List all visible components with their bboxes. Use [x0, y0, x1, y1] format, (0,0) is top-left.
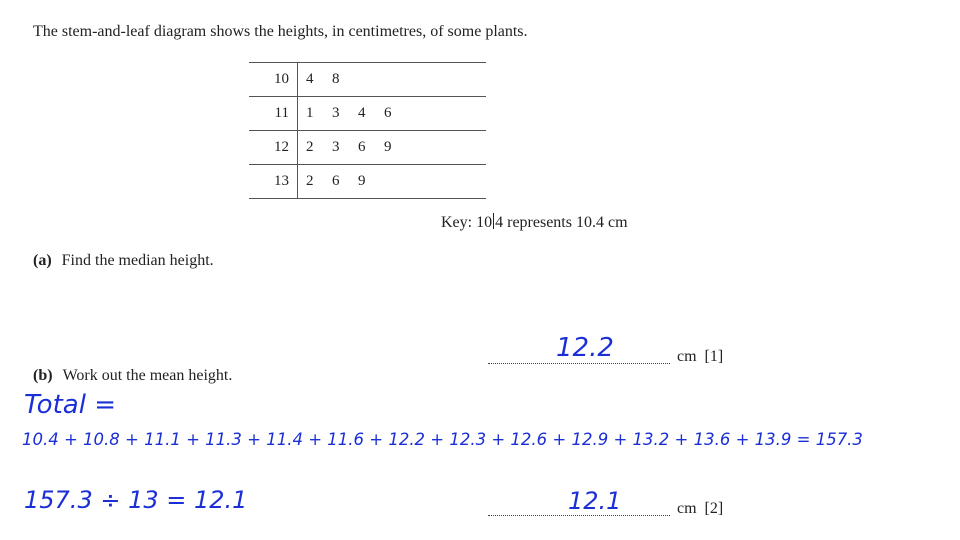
part-a-unit-marks [677, 348, 723, 366]
part-b-answer: 12.1 [568, 487, 622, 515]
leaf-value: 9 [358, 173, 366, 189]
stem-leaf-row [249, 63, 486, 97]
leaf-value: 6 [332, 173, 340, 189]
leaf-value: 6 [384, 105, 392, 121]
leaf-value: 4 [358, 105, 366, 121]
key-suffix: 4 represents 10.4 cm [495, 214, 628, 231]
part-a-marks: [1] [704, 348, 724, 365]
part-b-answer-line [488, 515, 670, 516]
part-a-label: (a) [33, 252, 52, 269]
stem-leaf-row [249, 165, 486, 199]
leaf-value: 1 [306, 105, 314, 121]
stem-leaf-row [249, 97, 486, 131]
part-a-answer-line [488, 363, 670, 364]
key-prefix: Key: 10 [441, 214, 493, 231]
part-a-text: Find the median height. [61, 252, 214, 269]
stem-leaf-row [249, 131, 486, 165]
leaves-cell [298, 63, 487, 97]
stem-cell: 12 [249, 131, 298, 165]
stem-cell: 11 [249, 97, 298, 131]
part-a-question [33, 252, 214, 270]
leaf-value: 3 [332, 139, 340, 155]
leaf-value: 6 [358, 139, 366, 155]
stem-cell: 13 [249, 165, 298, 199]
working-division: 157.3 ÷ 13 = 12.1 [24, 486, 248, 514]
leaf-value: 9 [384, 139, 392, 155]
working-sum: 10.4 + 10.8 + 11.1 + 11.3 + 11.4 + 11.6 + 12.2 + 12.3 + 12.6 + 12.9 + 13.2 + 13.6 + 13.9 = 157.3 [22, 430, 863, 449]
leaf-value: 2 [306, 139, 314, 155]
leaves-cell [298, 165, 487, 199]
working-total-label: Total = [24, 390, 116, 420]
part-b-question [33, 367, 232, 385]
part-b-unit-marks [677, 500, 723, 518]
question-intro: The stem-and-leaf diagram shows the heights, in centimetres, of some plants. [33, 23, 528, 40]
part-b-unit: cm [677, 500, 697, 517]
diagram-key [441, 213, 628, 232]
leaf-value: 2 [306, 173, 314, 189]
leaf-value: 3 [332, 105, 340, 121]
stem-and-leaf-diagram [249, 62, 486, 199]
part-b-text: Work out the mean height. [62, 367, 233, 384]
part-a-unit: cm [677, 348, 697, 365]
leaf-value: 4 [306, 71, 314, 87]
part-a-answer: 12.2 [556, 333, 614, 363]
part-b-marks: [2] [704, 500, 724, 517]
leaf-value: 8 [332, 71, 340, 87]
key-bar-symbol [493, 213, 494, 229]
leaves-cell [298, 97, 487, 131]
part-b-label: (b) [33, 367, 53, 384]
leaves-cell [298, 131, 487, 165]
stem-cell: 10 [249, 63, 298, 97]
